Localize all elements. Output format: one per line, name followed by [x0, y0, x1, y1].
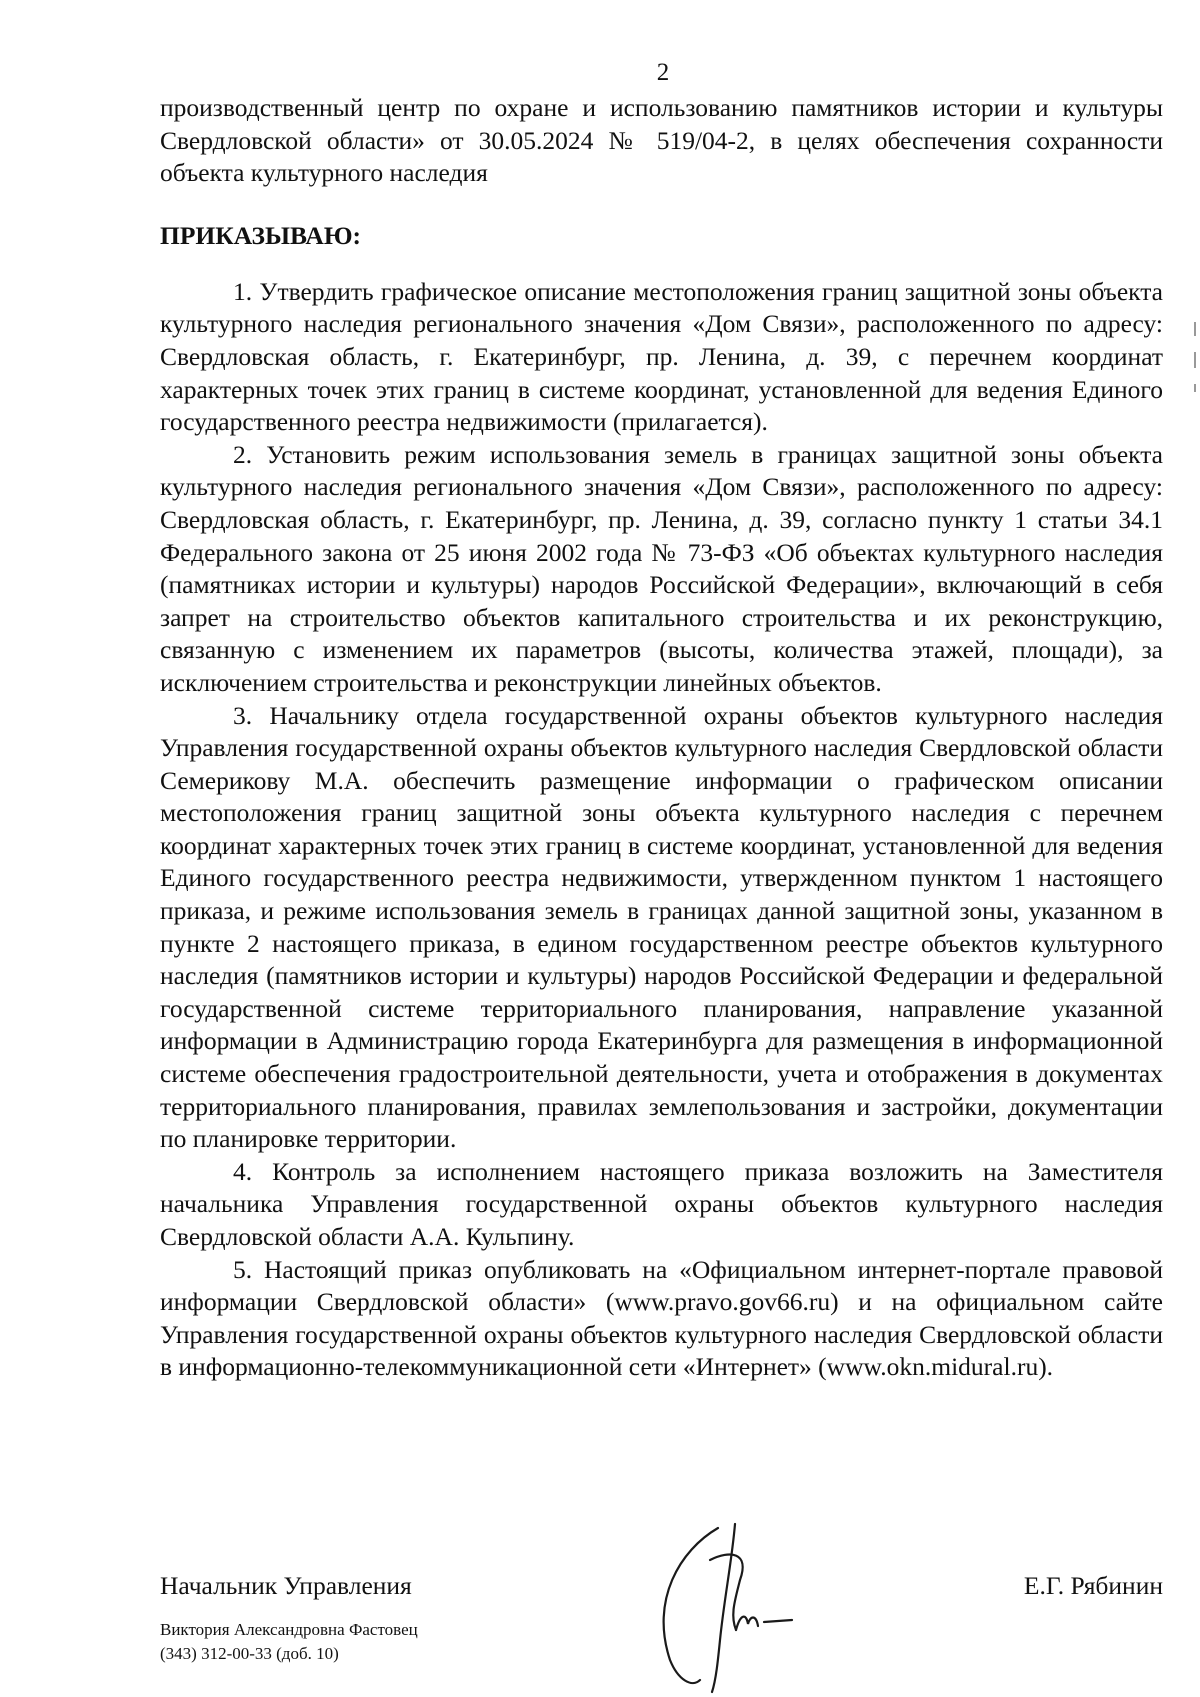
executor-phone: (343) 312-00-33 (доб. 10)	[160, 1644, 339, 1663]
signatory-position: Начальник Управления	[160, 1571, 412, 1600]
order-item-2: 2. Установить режим использования земель в границах защитной зоны объекта культурного наследия регионального значения «Дом Связи», расположенного по адресу: Свердловская область, г. Екатеринбург, пр. Ленина, д. 39, согласно пункту 1 статьи 34.1 Федерального закона от 25 июня 2002 года № 73-ФЗ «Об объектах культурного наследия (памятниках истории и культуры) народов Российской Федерации», включающий в себя запрет на строительство объектов капитального строительства и их реконструкцию, связанную с изменением их параметров (высоты, количества этажей, площади), за исключением строительства и реконструкции линейных объектов.	[160, 439, 1163, 697]
order-item-1: 1. Утвердить графическое описание местоположения границ защитной зоны объекта культурного наследия регионального значения «Дом Связи», расположенного по адресу: Свердловская область, г. Екатеринбург, пр. Ленина, д. 39, с перечнем координат характерных точек этих границ в системе координат, установленной для ведения Единого государственного реестра недвижимости (прилагается).	[160, 276, 1163, 437]
page-number: 2	[656, 59, 670, 86]
order-heading: ПРИКАЗЫВАЮ:	[160, 220, 362, 250]
margin-mark	[1194, 352, 1196, 368]
margin-mark	[1194, 322, 1196, 336]
signatory-name: Е.Г. Рябинин	[1023, 1571, 1163, 1600]
executor-name: Виктория Александровна Фастовец	[160, 1620, 418, 1639]
order-item-4: 4. Контроль за исполнением настоящего приказа возложить на Заместителя начальника Управления государственной охраны объектов культурного наследия Свердловской области А.А. Кульпину.	[160, 1156, 1163, 1251]
margin-mark	[1194, 384, 1196, 392]
executor-info	[160, 1618, 418, 1666]
signature-block	[160, 1570, 1163, 1610]
document-body	[160, 92, 1163, 1384]
intro-paragraph: производственный центр по охране и использованию памятников истории и культуры Свердловской области» от 30.05.2024 № 519/04-2, в целях обеспечения сохранности объекта культурного наследия	[160, 93, 1163, 188]
order-item-5: 5. Настоящий приказ опубликовать на «Официальном интернет-портале правовой информации Свердловской области» (www.pravo.gov66.ru) и на официальном сайте Управления государственной охраны объектов культурного наследия Свердловской области в информационно-телекоммуникационной сети «Интернет» (www.okn.midural.ru).	[160, 1254, 1163, 1382]
order-item-3: 3. Начальнику отдела государственной охраны объектов культурного наследия Управления государственной охраны объектов культурного наследия Свердловской области Семерикову М.А. обеспечить размещение информации о графическом описании местоположения границ защитной зоны объекта культурного наследия с перечнем координат характерных точек этих границ в системе координат, установленной для ведения Единого государственного реестра недвижимости, утвержденном пунктом 1 настоящего приказа, и режиме использования земель в границах данной защитной зоны, указанном в пункте 2 настоящего приказа, в едином государственном реестре объектов культурного наследия (памятников истории и культуры) народов Российской Федерации и федеральной государственной системе территориального планирования, направление указанной информации в Администрацию города Екатеринбурга для размещения в информационной системе обеспечения градостроительной деятельности, учета и отображения в документах территориального планирования, правилах землепользования и застройки, документации по планировке территории.	[160, 700, 1163, 1154]
